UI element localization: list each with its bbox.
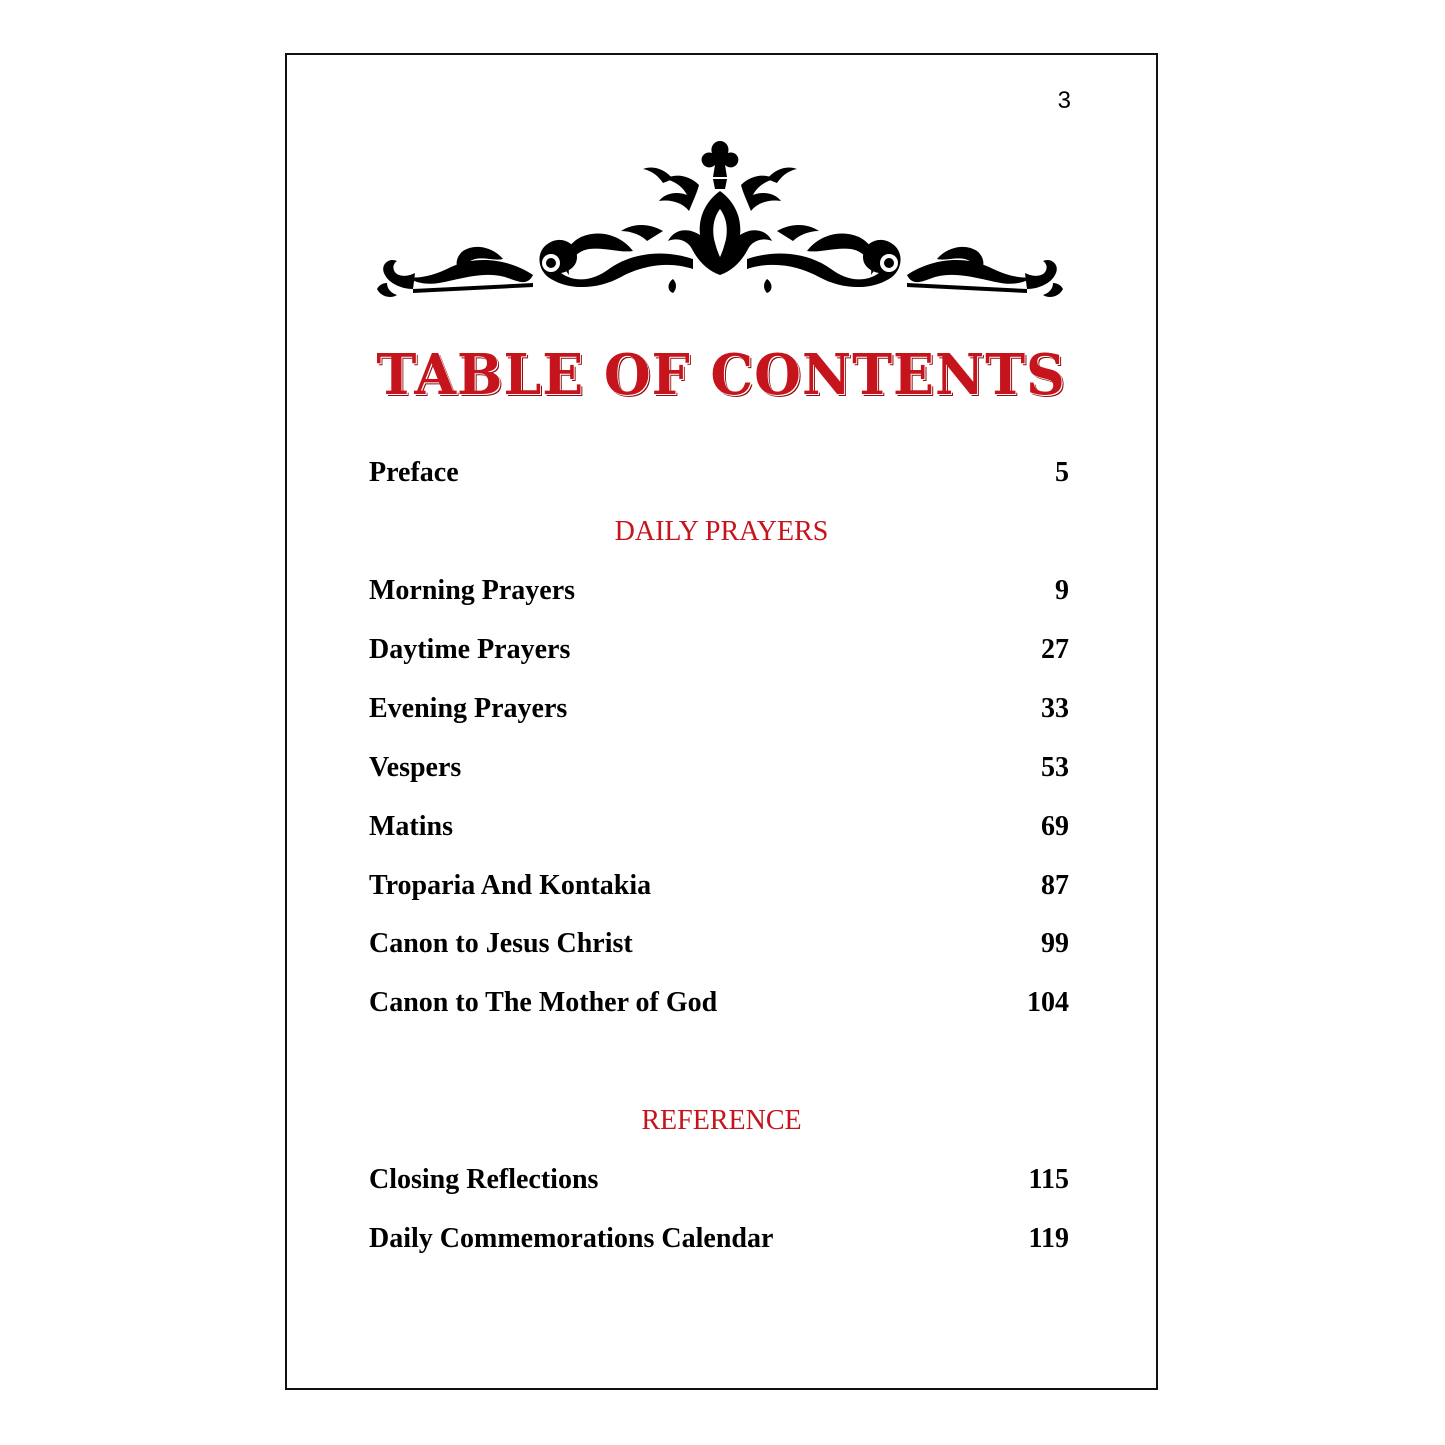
toc-entry-page: 53 [1041, 752, 1069, 783]
toc-entry-label: Morning Prayers [369, 575, 576, 606]
section-heading-reference: REFERENCE [641, 1105, 802, 1136]
toc-entry-label: Matins [369, 811, 453, 842]
toc-entry-page: 27 [1041, 634, 1069, 665]
toc-entry-label: Evening Prayers [369, 693, 568, 724]
section-heading-daily-prayers: DAILY PRAYERS [614, 516, 829, 547]
baroque-scroll-ornament-icon [373, 139, 1067, 305]
toc-entry-page: 87 [1041, 870, 1069, 901]
toc-entry-label: Daily Commemorations Calendar [369, 1223, 774, 1254]
toc-entry-page: 104 [1027, 987, 1069, 1018]
toc-entry-label: Canon to The Mother of God [369, 987, 718, 1018]
toc-entry-canon-to-jesus-christ[interactable] [369, 928, 1069, 968]
toc-entry-label: Canon to Jesus Christ [369, 928, 633, 959]
toc-entry-matins[interactable] [369, 811, 1069, 851]
toc-entry-label: Vespers [369, 752, 462, 783]
toc-entry-page: 99 [1041, 928, 1069, 959]
toc-entry-label: Preface [369, 457, 459, 488]
toc-entry-troparia-and-kontakia[interactable] [369, 870, 1069, 910]
toc-entry-canon-to-the-mother-of-god[interactable] [369, 987, 1069, 1027]
toc-entry-page: 5 [1055, 457, 1069, 488]
toc-entry-page: 69 [1041, 811, 1069, 842]
toc-entry-daily-commemorations-calendar[interactable] [369, 1223, 1069, 1263]
page-number: 3 [1057, 87, 1071, 114]
toc-entry-page: 33 [1041, 693, 1069, 724]
toc-entry-page: 9 [1055, 575, 1069, 606]
toc-entry-preface[interactable] [369, 457, 1069, 497]
toc-entry-page: 115 [1028, 1164, 1069, 1195]
toc-entry-daytime-prayers[interactable] [369, 634, 1069, 674]
document-page [285, 53, 1158, 1390]
page-title-text: TABLE OF CONTENTS [376, 342, 1067, 408]
toc-entry-closing-reflections[interactable] [369, 1164, 1069, 1204]
toc-entry-morning-prayers[interactable] [369, 575, 1069, 615]
toc-entry-label: Troparia And Kontakia [369, 870, 652, 901]
toc-entry-label: Daytime Prayers [369, 634, 571, 665]
page-title [287, 342, 1156, 408]
toc-entry-page: 119 [1028, 1223, 1069, 1254]
toc-entry-vespers[interactable] [369, 752, 1069, 792]
toc-entry-evening-prayers[interactable] [369, 693, 1069, 733]
toc-entry-label: Closing Reflections [369, 1164, 599, 1195]
